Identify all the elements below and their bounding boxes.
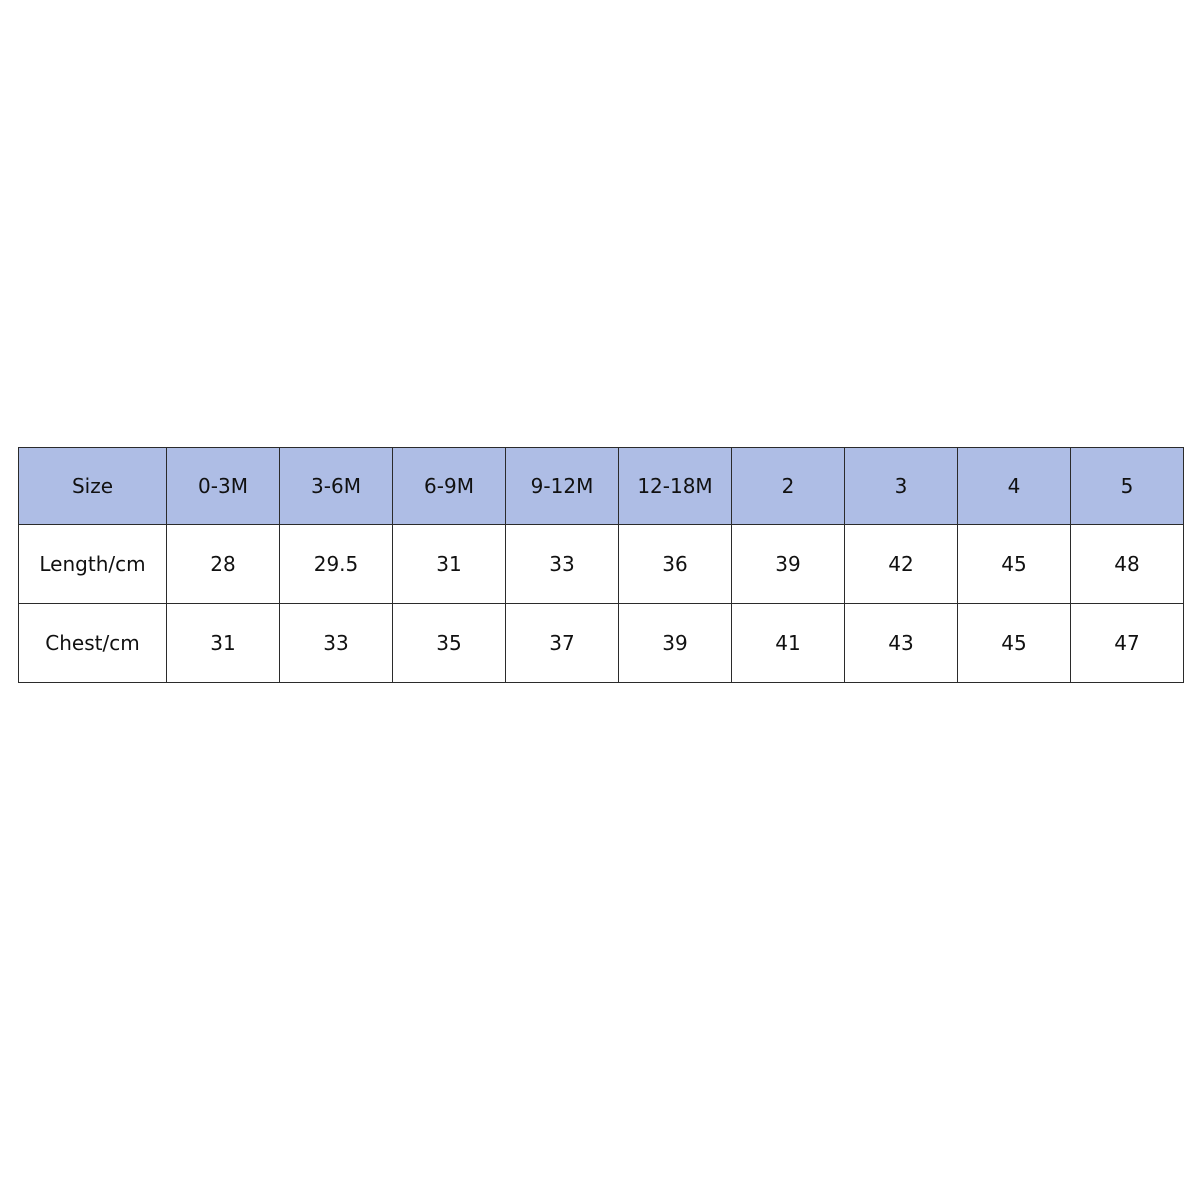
cell-chest-6-9m: 35 xyxy=(393,604,506,683)
size-chart-container xyxy=(18,447,1182,683)
header-cell-12-18m: 12-18M xyxy=(619,448,732,525)
cell-length-12-18m: 36 xyxy=(619,525,732,604)
table-header-row xyxy=(19,448,1184,525)
table-row xyxy=(19,604,1184,683)
cell-chest-4: 45 xyxy=(958,604,1071,683)
cell-length-4: 45 xyxy=(958,525,1071,604)
cell-length-3-6m: 29.5 xyxy=(280,525,393,604)
header-cell-2: 2 xyxy=(732,448,845,525)
cell-chest-3: 43 xyxy=(845,604,958,683)
header-cell-6-9m: 6-9M xyxy=(393,448,506,525)
cell-length-6-9m: 31 xyxy=(393,525,506,604)
header-cell-5: 5 xyxy=(1071,448,1184,525)
header-cell-0-3m: 0-3M xyxy=(167,448,280,525)
cell-chest-0-3m: 31 xyxy=(167,604,280,683)
header-cell-3: 3 xyxy=(845,448,958,525)
header-cell-4: 4 xyxy=(958,448,1071,525)
header-cell-3-6m: 3-6M xyxy=(280,448,393,525)
row-label-length: Length/cm xyxy=(19,525,167,604)
cell-length-2: 39 xyxy=(732,525,845,604)
cell-chest-9-12m: 37 xyxy=(506,604,619,683)
header-cell-size: Size xyxy=(19,448,167,525)
cell-length-9-12m: 33 xyxy=(506,525,619,604)
cell-length-3: 42 xyxy=(845,525,958,604)
header-cell-9-12m: 9-12M xyxy=(506,448,619,525)
cell-chest-3-6m: 33 xyxy=(280,604,393,683)
cell-length-5: 48 xyxy=(1071,525,1184,604)
cell-length-0-3m: 28 xyxy=(167,525,280,604)
row-label-chest: Chest/cm xyxy=(19,604,167,683)
cell-chest-2: 41 xyxy=(732,604,845,683)
cell-chest-12-18m: 39 xyxy=(619,604,732,683)
table-row xyxy=(19,525,1184,604)
size-chart-table xyxy=(18,447,1184,683)
cell-chest-5: 47 xyxy=(1071,604,1184,683)
